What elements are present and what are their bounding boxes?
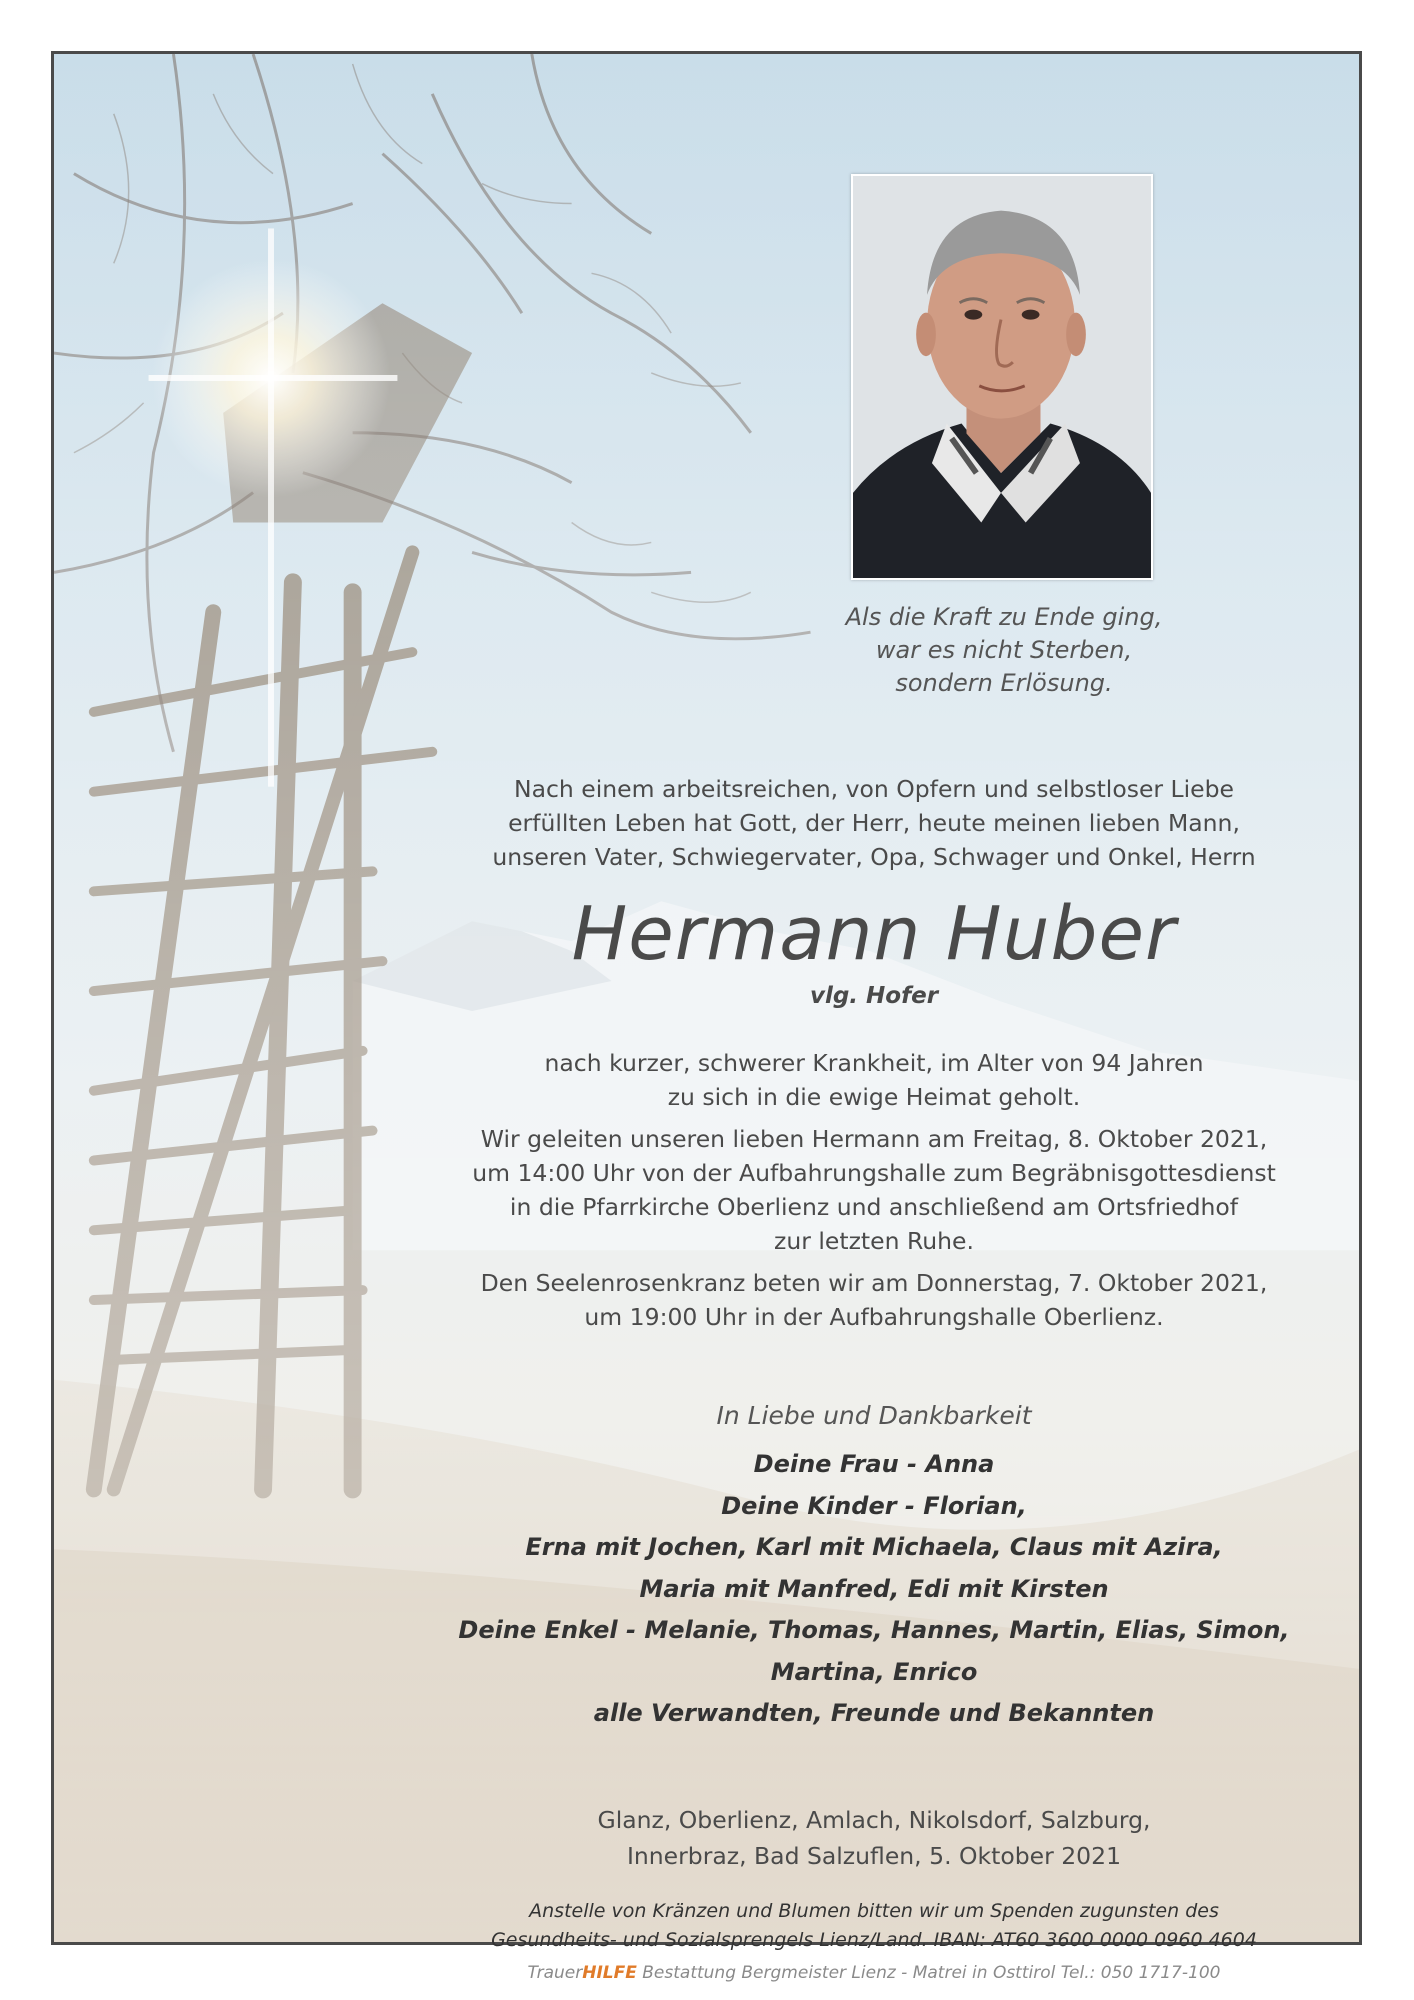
portrait-photo xyxy=(851,174,1153,580)
funeral-home-footer xyxy=(434,1962,1314,1984)
deceased-name: Hermann Huber xyxy=(571,891,1177,977)
family-line: Deine Kinder - Florian, xyxy=(721,1491,1027,1520)
rosary-paragraph xyxy=(434,1266,1314,1334)
funeral-line: um 14:00 Uhr von der Aufbahrungshalle zum Begräbnisgottesdienst xyxy=(472,1159,1276,1187)
places-line: Glanz, Oberlienz, Amlach, Nikolsdorf, Salzburg, xyxy=(597,1806,1151,1834)
rosary-line: um 19:00 Uhr in der Aufbahrungshalle Oberlienz. xyxy=(584,1303,1164,1331)
family-line: Maria mit Manfred, Edi mit Kirsten xyxy=(639,1574,1109,1603)
places-and-date xyxy=(434,1802,1314,1874)
donation-line: Anstelle von Kränzen und Blumen bitten wir um Spenden zugunsten des xyxy=(529,1900,1219,1922)
footer-contact: Bestattung Bergmeister Lienz - Matrei in Osttirol Tel.: 050 1717-100 xyxy=(636,1963,1221,1983)
quote-line: war es nicht Sterben, xyxy=(875,636,1133,664)
family-line: Erna mit Jochen, Karl mit Michaela, Claus mit Azira, xyxy=(525,1533,1223,1561)
family-line: Deine Frau - Anna xyxy=(753,1450,995,1478)
rosary-line: Den Seelenrosenkranz beten wir am Donnerstag, 7. Oktober 2021, xyxy=(480,1269,1268,1297)
intro-line: unseren Vater, Schwiegervater, Opa, Schwager und Onkel, Herrn xyxy=(492,843,1256,871)
donation-line: Gesundheits- und Sozialsprengels Lienz/Land. IBAN: AT60 3600 0000 0960 4604 xyxy=(491,1929,1257,1951)
intro-line: erfüllten Leben hat Gott, der Herr, heute meinen lieben Mann, xyxy=(508,809,1240,837)
funeral-line: Wir geleiten unseren lieben Hermann am Freitag, 8. Oktober 2021, xyxy=(480,1125,1268,1153)
family-line: Martina, Enrico xyxy=(770,1657,978,1686)
family-line: alle Verwandten, Freunde und Bekannten xyxy=(593,1699,1155,1727)
passing-paragraph xyxy=(434,1046,1314,1114)
funeral-line: in die Pfarrkirche Oberlienz und anschließend am Ortsfriedhof xyxy=(509,1193,1239,1221)
intro-paragraph xyxy=(434,772,1314,874)
memorial-quote xyxy=(794,601,1214,700)
brand-trauer: Trauer xyxy=(527,1963,583,1983)
funeral-paragraph xyxy=(434,1122,1314,1258)
family-list xyxy=(434,1444,1314,1735)
places-line: Innerbraz, Bad Salzuflen, 5. Oktober 2021 xyxy=(626,1842,1122,1870)
intro-line: Nach einem arbeitsreichen, von Opfern und selbstloser Liebe xyxy=(513,775,1234,803)
funeral-line: zur letzten Ruhe. xyxy=(774,1227,974,1255)
donation-note xyxy=(434,1897,1314,1955)
quote-line: Als die Kraft zu Ende ging, xyxy=(845,603,1163,631)
quote-line: sondern Erlösung. xyxy=(895,669,1113,697)
family-line: Deine Enkel - Melanie, Thomas, Hannes, Martin, Elias, Simon, xyxy=(458,1616,1290,1644)
closing-phrase: In Liebe und Dankbarkeit xyxy=(716,1401,1032,1430)
deceased-nickname: vlg. Hofer xyxy=(809,983,939,1009)
obituary-card xyxy=(51,51,1362,1983)
brand-hilfe: HILFE xyxy=(582,1963,637,1983)
passing-line: nach kurzer, schwerer Krankheit, im Alter von 94 Jahren xyxy=(544,1049,1204,1077)
passing-line: zu sich in die ewige Heimat geholt. xyxy=(667,1083,1081,1111)
